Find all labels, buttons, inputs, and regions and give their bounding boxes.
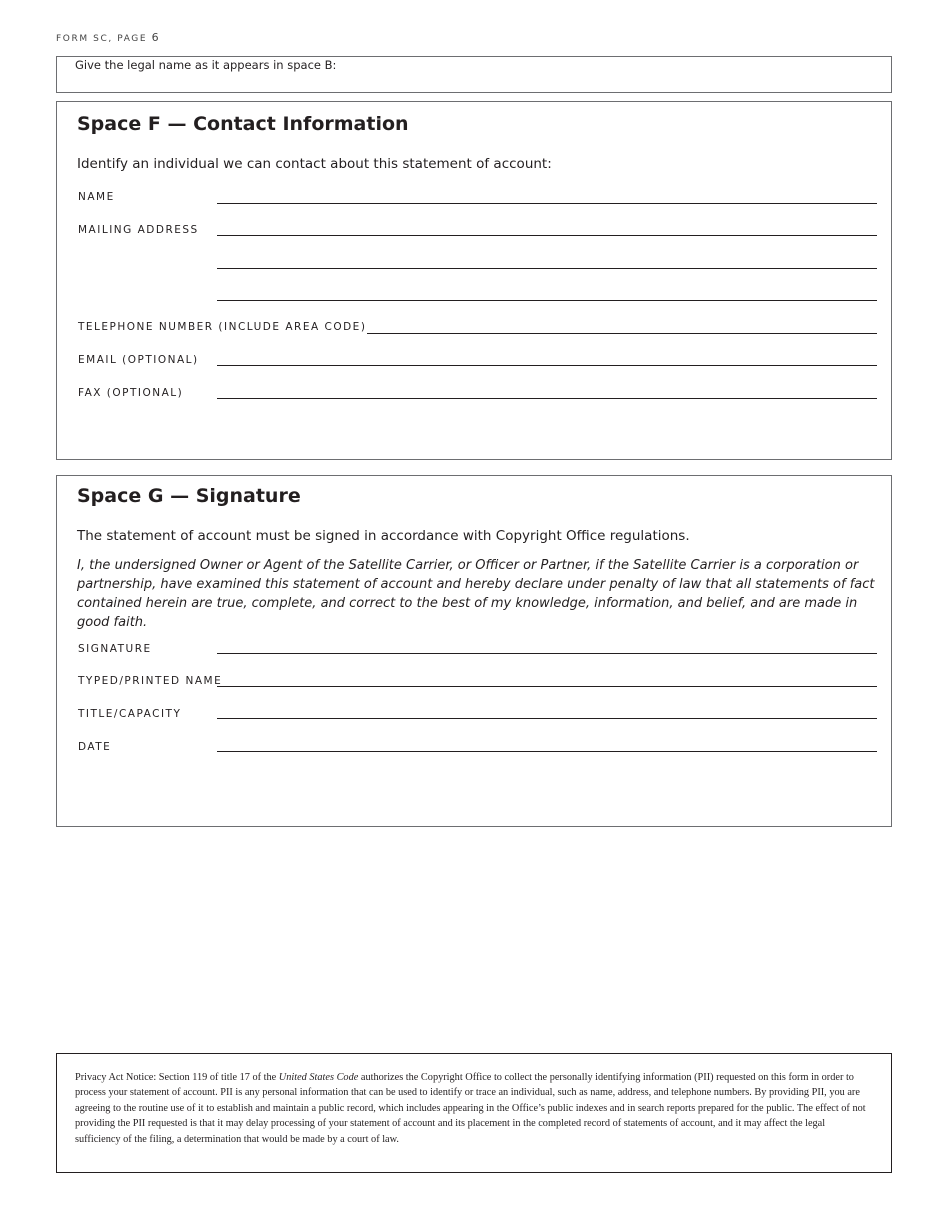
fax-label: FAX (OPTIONAL) [78,387,184,399]
telephone-label: TELEPHONE NUMBER (INCLUDE AREA CODE) [78,321,367,333]
name-label: NAME [78,191,115,203]
space-g-title: Space G — Signature [77,485,301,507]
space-f-title: Space F — Contact Information [77,113,409,135]
mailing-address-field-line-1[interactable] [217,235,877,236]
space-f-contact-section [56,101,892,460]
legal-name-prompt: Give the legal name as it appears in space B: [75,58,337,72]
form-label: FORM SC, PAGE [56,34,148,44]
typed-name-label: TYPED/PRINTED NAME [78,675,223,687]
email-label: EMAIL (OPTIONAL) [78,354,199,366]
mailing-address-label: MAILING ADDRESS [78,224,199,236]
mailing-address-field-line-3[interactable] [217,300,877,301]
space-g-signature-section [56,475,892,827]
space-f-intro: Identify an individual we can contact about this statement of account: [77,156,552,172]
signature-declaration: I, the undersigned Owner or Agent of the Satellite Carrier, or Officer or Partner, if the Satellite Carrier is a corporation or partnership, have examined this statement of account and hereby declare under penalty of law that all statements of fact contained herein are true, complete, and correct to the best of my knowledge, information, and belief, and are made in good faith. [77,558,875,630]
mailing-address-field-line-2[interactable] [217,268,877,269]
title-capacity-label: TITLE/CAPACITY [78,708,182,720]
signature-field[interactable] [217,653,877,654]
page-number: 6 [151,31,160,44]
email-field[interactable] [217,365,877,366]
page-header [56,31,159,44]
date-label: DATE [78,741,112,753]
space-g-intro: The statement of account must be signed in accordance with Copyright Office regulations. [77,528,690,544]
privacy-notice-text [75,1070,867,1147]
privacy-act-notice [56,1053,892,1173]
typed-name-field[interactable] [217,686,877,687]
legal-name-box[interactable] [56,56,892,93]
signature-label: SIGNATURE [78,643,152,655]
privacy-prefix: Privacy Act Notice: Section 119 of title 17 of the [75,1072,279,1083]
united-states-code: United States Code [278,1072,359,1083]
date-field[interactable] [217,751,877,752]
privacy-body: authorizes the Copyright Office to collect the personally identifying information (PII) requested on this form in order to process your statement of account. PII is any personal information that can be used to identify or trace an individual, such as name, address, and telephone numbers. By providing PII, you are agreeing to the routine use of it to establish and maintain a public record, which includes appearing in the Office’s public indexes and in search reports prepared for the public. The effect of not providing the PII requested is that it may delay processing of your statement of account and its placement in the completed record of statements of account, and it may affect the legal sufficiency of the filing, a determination that would be made by a court of law. [75,1072,866,1145]
title-capacity-field[interactable] [217,718,877,719]
name-field[interactable] [217,203,877,204]
telephone-field[interactable] [367,333,877,334]
fax-field[interactable] [217,398,877,399]
